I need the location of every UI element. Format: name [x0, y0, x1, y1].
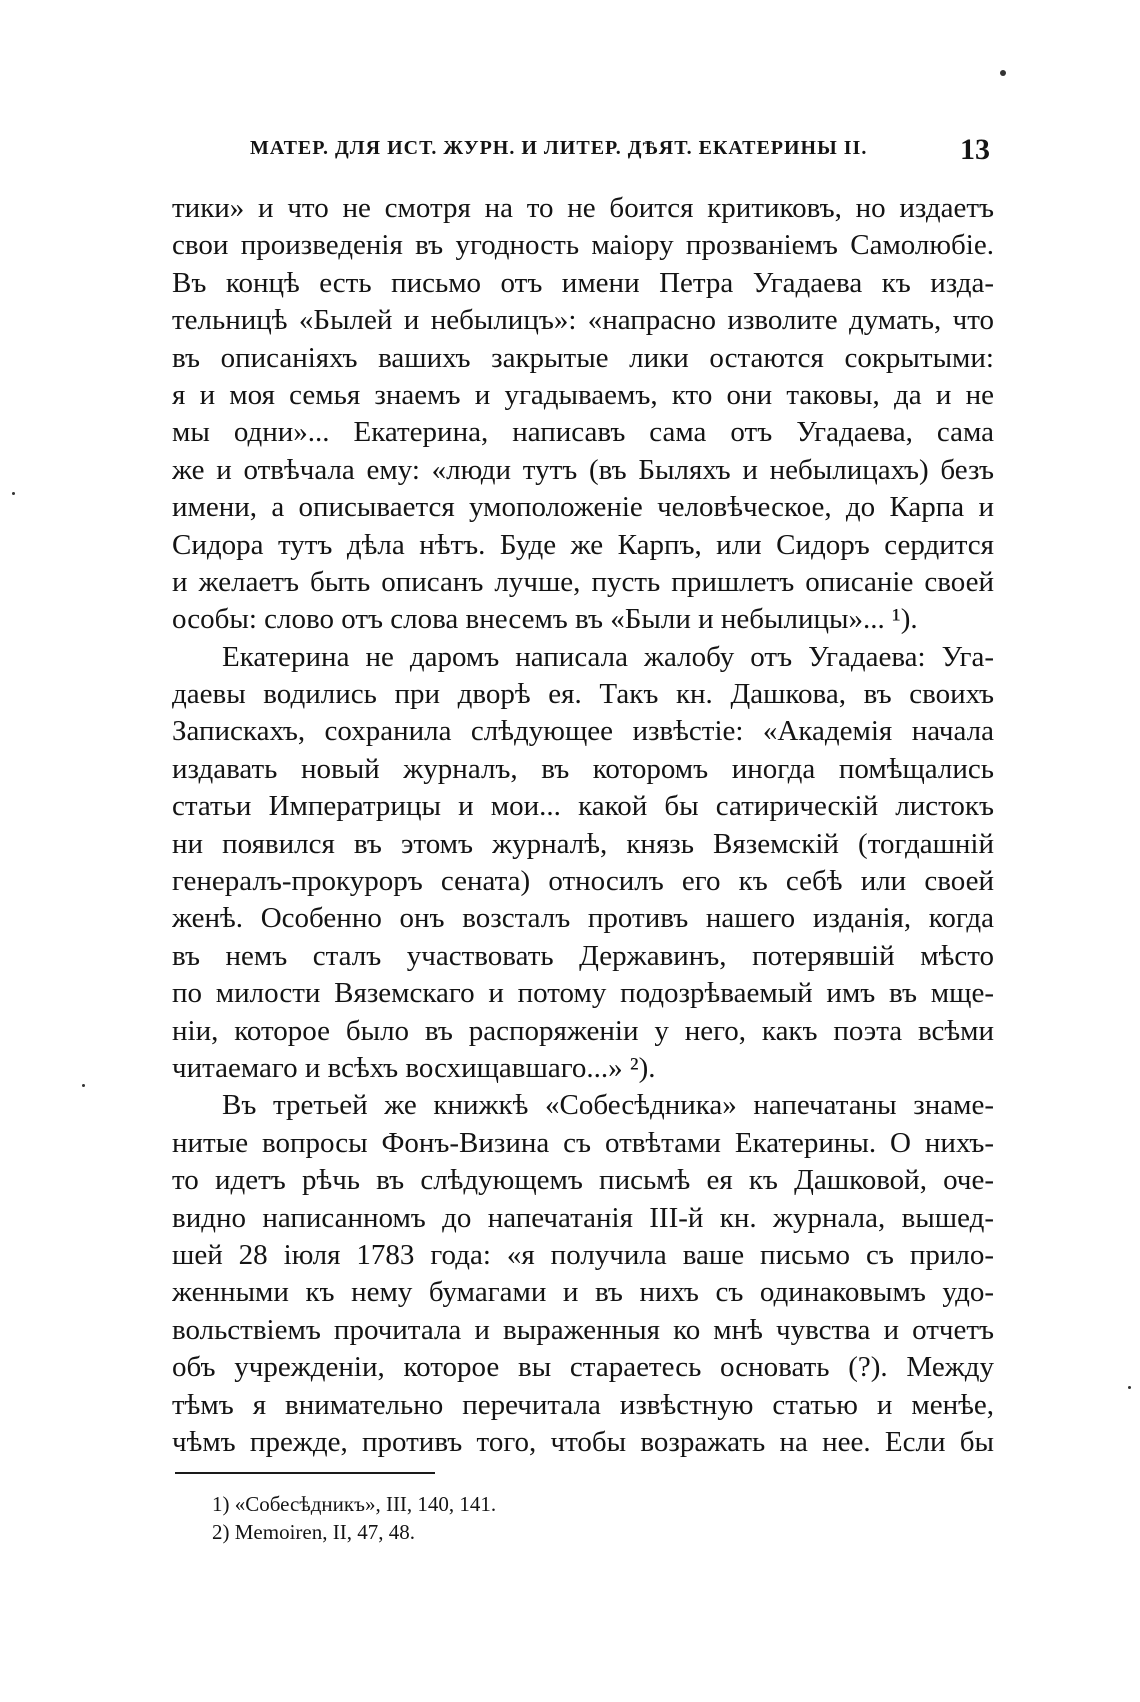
page-header [250, 133, 990, 173]
text-line: читаемаго и всѣхъ восхищавшаго...» ²). [172, 1051, 656, 1084]
text-line: тики» и что не смотря на то не боится критиковъ, но издаетъ [172, 192, 994, 224]
text-line: свои произведенія въ угодность маіору прозваніемъ Самолюбіе. [172, 229, 994, 262]
text-line: объ учрежденіи, которое вы стараетесь основать (?). Между [172, 1351, 994, 1384]
text-line: мы одни»... Екатерина, написавъ сама отъ Угадаева, сама [172, 416, 994, 449]
text-line: ніи, которое было въ распоряженіи у него, какъ поэта всѣми [172, 1014, 994, 1047]
text-line: издавать новый журналъ, въ которомъ иногда помѣщались [172, 752, 994, 785]
text-line: шей 28 іюля 1783 года: «я получила ваше письмо съ прило- [172, 1238, 994, 1271]
text-line: имени, а описывается умоположеніе человѣческое, до Карпа и [172, 491, 994, 524]
text-line: видно написанномъ до напечатанія III-й кн. журнала, вышед- [172, 1201, 994, 1234]
text-line: Въ третьей же книжкѣ «Собесѣдника» напечатаны знаме- [222, 1089, 994, 1122]
text-line: чѣмъ прежде, противъ того, чтобы возражать на нее. Если бы [172, 1425, 994, 1458]
text-line: вольствіемъ прочитала и выраженныя ко мнѣ чувства и отчетъ [172, 1313, 994, 1346]
footnote: 2) Memoiren, II, 47, 48. [212, 1520, 415, 1544]
text-line: въ описаніяхъ вашихъ закрытые лики остаются сокрытыми: [172, 341, 994, 374]
text-line: то идетъ рѣчь въ слѣдующемъ письмѣ ея къ Дашковой, оче- [172, 1164, 994, 1197]
text-line: женѣ. Особенно онъ возсталъ противъ нашего изданія, когда [172, 902, 994, 935]
page-number: 13 [960, 133, 990, 166]
scan-speck [82, 1084, 85, 1087]
text-line: женными къ нему бумагами и въ нихъ съ одинаковымъ удо- [172, 1276, 994, 1309]
footnote-rule [175, 1472, 435, 1474]
text-line: Сидора тутъ дѣла нѣтъ. Буде же Карпъ, или Сидоръ сердится [172, 528, 994, 561]
text-line: Запискахъ, сохранила слѣдующее извѣстіе: «Академія начала [172, 715, 994, 748]
text-line: тѣмъ я внимательно перечитала извѣстную статью и менѣе, [172, 1388, 994, 1421]
text-line: особы: слово отъ слова внесемъ въ «Были и небылицы»... ¹). [172, 603, 918, 636]
text-line: и желаетъ быть описанъ лучше, пусть пришлетъ описаніе своей [172, 565, 994, 598]
text-line: ни появился въ этомъ журналѣ, князь Вяземскій (тогдашній [172, 827, 994, 860]
scan-speck [1000, 70, 1006, 76]
text-line: Въ концѣ есть письмо отъ имени Петра Угадаева къ изда- [172, 266, 994, 299]
footnotes [212, 1490, 912, 1546]
text-line: же и отвѣчала ему: «люди тутъ (въ Быляхъ и небылицахъ) безъ [172, 453, 994, 486]
body-text [172, 190, 994, 1461]
text-line: Екатерина не даромъ написала жалобу отъ Угадаева: Уга- [222, 640, 994, 673]
text-line: въ немъ сталъ участвовать Державинъ, потерявшій мѣсто [172, 939, 994, 972]
text-line: я и моя семья знаемъ и угадываемъ, кто они таковы, да и не [172, 378, 994, 411]
text-line: тельницѣ «Былей и небылицъ»: «напрасно изволите думать, что [172, 304, 994, 337]
footnote: 1) «Собесѣдникъ», III, 140, 141. [212, 1492, 497, 1516]
scan-speck [12, 492, 15, 495]
scan-speck [1128, 1386, 1131, 1389]
running-title: МАТЕР. ДЛЯ ИСТ. ЖУРН. И ЛИТЕР. ДѢЯТ. ЕКАТЕРИНЫ II. [250, 137, 868, 159]
text-line: генералъ-прокуроръ сената) относилъ его къ себѣ или своей [172, 865, 994, 898]
text-line: даевы водились при дворѣ ея. Такъ кн. Дашкова, въ своихъ [172, 678, 994, 711]
text-line: нитые вопросы Фонъ-Визина съ отвѣтами Екатерины. О нихъ- [172, 1126, 994, 1159]
text-line: статьи Императрицы и мои... какой бы сатирическій листокъ [172, 790, 994, 823]
text-line: по милости Вяземскаго и потому подозрѣваемый имъ въ мще- [172, 977, 994, 1010]
